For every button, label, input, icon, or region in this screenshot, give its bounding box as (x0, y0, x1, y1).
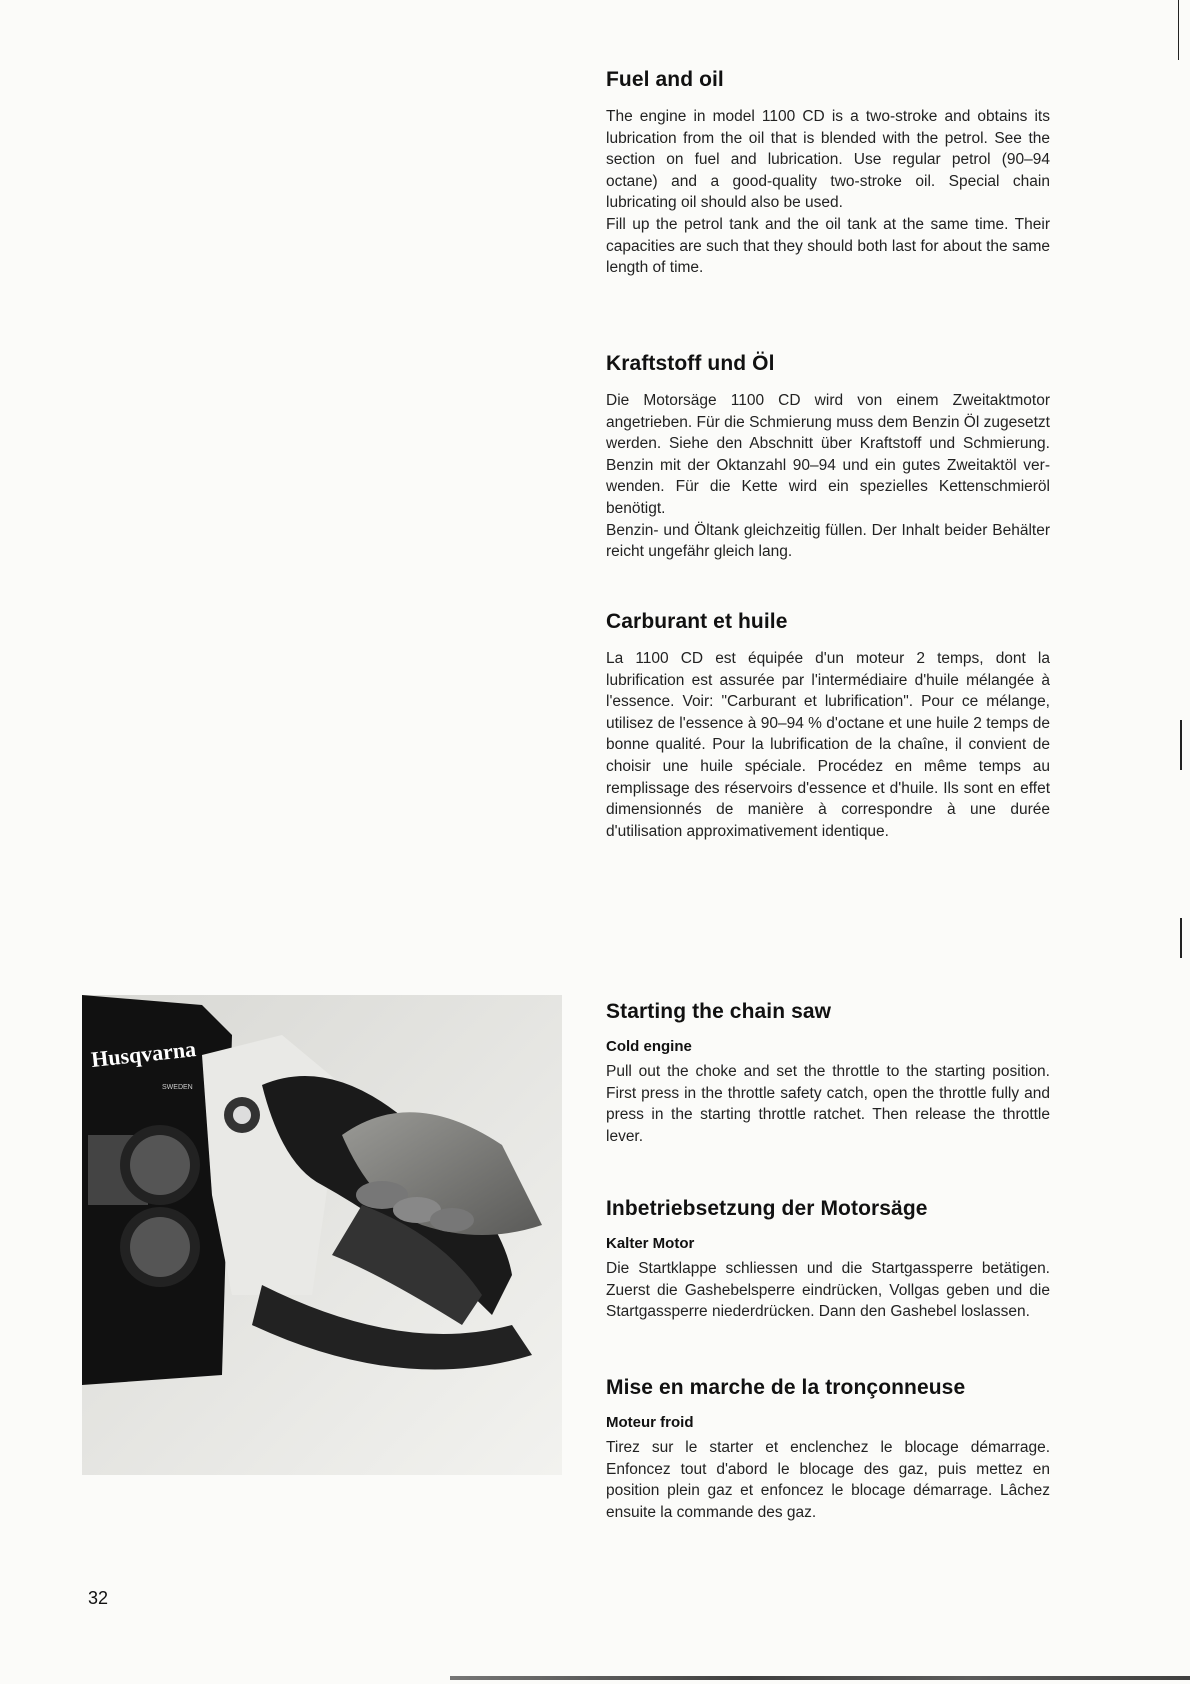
section-heading: Mise en marche de la tronçonneuse (606, 1376, 966, 1399)
section-starting-fr (606, 1376, 1050, 1523)
chainsaw-photo (82, 995, 562, 1475)
paragraph: Tirez sur le starter et enclenchez le blocage démarrage. Enfoncez tout d'abord le blocage des gaz, puis mettez en position plein gaz et enfoncez le blocage démarrage. Lâchez ensuite la commande des gaz. (606, 1439, 1050, 1521)
section-starting-de (606, 1197, 1050, 1323)
paragraph: The engine in model 1100 CD is a two-stroke and obtains its lubrication from the oil that is blended with the petrol. See the section on fuel and lubrication. Use regular petrol (90–94 octane) and a good-quality two-stroke oil. Special chain lubricating oil should also be used. (606, 108, 1050, 212)
paragraph: Die Startklappe schliessen und die Startgassperre betätigen. Zuerst die Gashebelsperre eindrücken, Vollgas geben und die Startgassperre niederdrücken. Dann den Gashebel loslassen. (606, 1260, 1050, 1321)
paragraph: Die Motorsäge 1100 CD wird von einem Zweitaktmotor angetrieben. Für die Schmierung muss dem Benzin Öl zugesetzt werden. Siehe den Abschnitt über Kraftstoff und Schmierung. Benzin mit der Oktanzahl 90–94 und ein gutes Zweitaktöl verwenden. Für die Kette wird ein spezielles Kettenschmieröl benötigt. (606, 392, 1050, 517)
section-heading: Inbetriebsetzung der Motorsäge (606, 1197, 928, 1220)
section-heading: Fuel and oil (606, 68, 724, 91)
section-starting-en (606, 1000, 1050, 1147)
brand-sub-text: SWEDEN (162, 1084, 193, 1091)
section-heading: Starting the chain saw (606, 1000, 832, 1023)
paragraph: Pull out the choke and set the throttle to the starting position. First press in the throttle safety catch, open the throttle fully and press in the starting throttle ratchet. Then release the throttle lever. (606, 1063, 1050, 1145)
page-number: 32 (88, 1588, 109, 1608)
section-subheading: Moteur froid (606, 1414, 694, 1431)
paragraph: Fill up the petrol tank and the oil tank at the same time. Their capacities are such that they should both last for about the same length of time. (606, 215, 1050, 277)
section-fuel-oil-en (606, 68, 1050, 279)
scan-bottom-line (450, 1676, 1190, 1680)
paragraph: La 1100 CD est équipée d'un moteur 2 temps, dont la lubrification est assurée par l'intermédiaire d'huile mélangée à l'essence. Voir: "Carburant et lubrification". Pour ce mélange, utilisez de l'essence à 90–94 % d'octane et une huile 2 temps de bonne qualité. Pour la lubrification de la chaîne, il convient de choisir une huile spéciale. Procédez en même temps au remplissage des réservoirs d'essence et d'huile. Ils sont en effet dimensionnés de manière à correspondre à une durée d'utilisation approximativement identique. (606, 650, 1050, 840)
section-heading: Kraftstoff und Öl (606, 352, 775, 375)
brand-logo-text: Husqvarna (89, 1036, 198, 1072)
section-heading: Carburant et huile (606, 610, 788, 633)
scan-edge-mark (1180, 720, 1182, 770)
scan-edge-mark (1178, 0, 1179, 60)
section-fuel-oil-de (606, 352, 1050, 563)
section-subheading: Cold engine (606, 1038, 692, 1055)
scan-edge-mark (1180, 918, 1182, 958)
section-subheading: Kalter Motor (606, 1235, 695, 1252)
paragraph: Benzin- und Öltank gleichzeitig füllen. Der Inhalt beider Behälter reicht ungefähr gleich lang. (606, 521, 1050, 561)
section-fuel-oil-fr (606, 610, 1050, 842)
